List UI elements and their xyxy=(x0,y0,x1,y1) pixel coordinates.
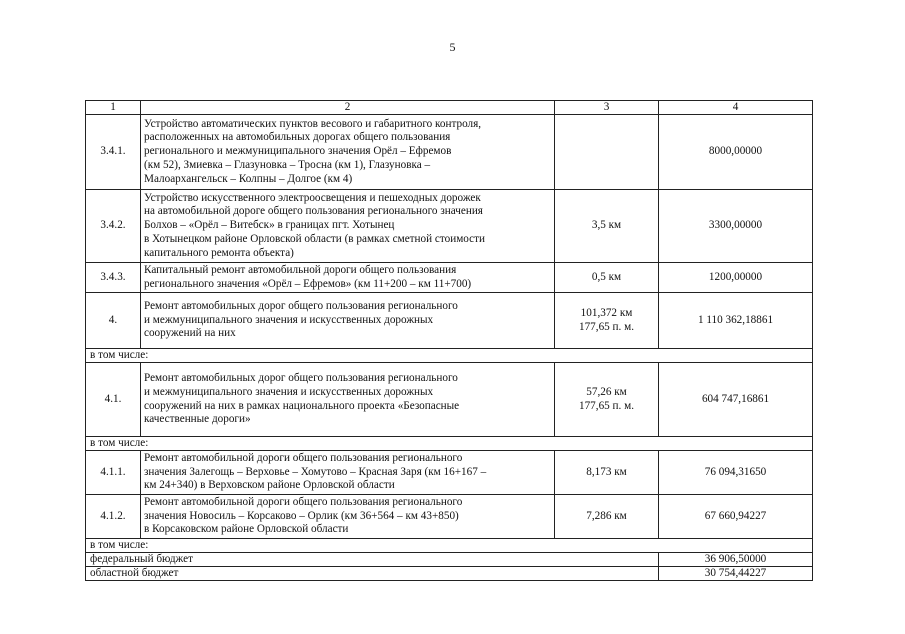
header-cell-3: 3 xyxy=(555,101,659,115)
table-row xyxy=(86,263,813,293)
description-line: Ремонт автомобильной дороги общего пользования регионального xyxy=(144,495,463,508)
subsection-row xyxy=(86,437,813,451)
description-line: значения Новосиль – Корсаково – Орлик (км 36+564 – км 43+850) xyxy=(144,509,459,522)
quantity-line: 57,26 км xyxy=(586,385,627,398)
description-line: Ремонт автомобильной дороги общего пользования регионального xyxy=(144,451,463,464)
description-line: в Хотынецком районе Орловской области (в рамках сметной стоимости xyxy=(144,232,485,245)
quantity-line: 8,173 км xyxy=(586,465,627,478)
subsection-row xyxy=(86,349,813,363)
description-line: значения Залегощь – Верховье – Хомутово – Красная Заря (км 16+167 – xyxy=(144,465,487,478)
budget-amount: 30 754,44227 xyxy=(659,567,813,581)
header-cell-1: 1 xyxy=(86,101,141,115)
description-line: Устройство искусственного электроосвещения и пешеходных дорожек xyxy=(144,191,481,204)
quantity-line: 0,5 км xyxy=(591,270,622,283)
row-quantity xyxy=(555,115,659,190)
table-row xyxy=(86,293,813,349)
budget-total-row xyxy=(86,553,813,567)
budget-amount: 36 906,50000 xyxy=(659,553,813,567)
row-quantity xyxy=(555,451,659,495)
row-number: 4.1.2. xyxy=(86,495,141,539)
table-row xyxy=(86,190,813,263)
description-line: сооружений на них в рамках национального проекта «Безопасные xyxy=(144,399,460,412)
description-line: в Корсаковском районе Орловской области xyxy=(144,523,349,536)
table-row xyxy=(86,451,813,495)
quantity-line: 3,5 км xyxy=(591,219,622,232)
table-row xyxy=(86,495,813,539)
row-description xyxy=(141,293,555,349)
row-number: 3.4.1. xyxy=(86,115,141,190)
header-cell-4: 4 xyxy=(659,101,813,115)
description-line: Малоархангельск – Колпны – Долгое (км 4) xyxy=(144,172,353,185)
description-line: регионального и межмуниципального значения Орёл – Ефремов xyxy=(144,145,452,158)
row-number: 3.4.2. xyxy=(86,190,141,263)
description-line: (км 52), Змиевка – Глазуновка – Тросна (км 1), Глазуновка – xyxy=(144,158,431,171)
table-row xyxy=(86,363,813,437)
description-line: и межмуниципального значения и искусственных дорожных xyxy=(144,313,434,326)
row-quantity xyxy=(555,190,659,263)
quantity-line: 7,286 км xyxy=(586,509,627,522)
description-line: регионального значения «Орёл – Ефремов» (км 11+200 – км 11+700) xyxy=(144,277,472,290)
subsection-label: в том числе: xyxy=(86,437,813,451)
table-row xyxy=(86,115,813,190)
budget-label: федеральный бюджет xyxy=(86,553,659,567)
quantity-line: 177,65 п. м. xyxy=(578,320,635,333)
row-amount: 76 094,31650 xyxy=(659,451,813,495)
subsection-row xyxy=(86,539,813,553)
description-line: Ремонт автомобильных дорог общего пользования регионального xyxy=(144,372,458,385)
row-amount: 604 747,16861 xyxy=(659,363,813,437)
description-line: капитального ремонта объекта) xyxy=(144,246,294,259)
row-quantity xyxy=(555,293,659,349)
row-amount: 1200,00000 xyxy=(659,263,813,293)
row-quantity xyxy=(555,263,659,293)
page-number: 5 xyxy=(449,40,456,54)
description-line: расположенных на автомобильных дорогах общего пользования xyxy=(144,131,451,144)
row-description xyxy=(141,495,555,539)
description-line: Устройство автоматических пунктов весового и габаритного контроля, xyxy=(144,117,482,130)
budget-total-row xyxy=(86,567,813,581)
quantity-line: 101,372 км xyxy=(580,306,633,319)
table-header-row xyxy=(86,101,813,115)
description-line: и межмуниципального значения и искусственных дорожных xyxy=(144,385,434,398)
row-description xyxy=(141,451,555,495)
row-amount: 3300,00000 xyxy=(659,190,813,263)
quantity-line: 177,65 п. м. xyxy=(578,399,635,412)
budget-label: областной бюджет xyxy=(86,567,659,581)
row-amount: 8000,00000 xyxy=(659,115,813,190)
description-line: качественные дороги» xyxy=(144,413,251,426)
row-number: 4. xyxy=(86,293,141,349)
subsection-label: в том числе: xyxy=(86,349,813,363)
row-number: 4.1. xyxy=(86,363,141,437)
description-line: км 24+340) в Верховском районе Орловской области xyxy=(144,479,395,492)
row-description xyxy=(141,263,555,293)
row-description xyxy=(141,115,555,190)
row-quantity xyxy=(555,495,659,539)
subsection-label: в том числе: xyxy=(86,539,813,553)
budget-table xyxy=(85,100,813,581)
description-line: Болхов – «Орёл – Витебск» в границах пгт. Хотынец xyxy=(144,219,395,232)
row-description xyxy=(141,363,555,437)
row-number: 4.1.1. xyxy=(86,451,141,495)
description-line: сооружений на них xyxy=(144,327,236,340)
row-amount: 67 660,94227 xyxy=(659,495,813,539)
row-number: 3.4.3. xyxy=(86,263,141,293)
description-line: Капитальный ремонт автомобильной дороги общего пользования xyxy=(144,263,457,276)
description-line: на автомобильной дороге общего пользования регионального значения xyxy=(144,205,483,218)
row-quantity xyxy=(555,363,659,437)
description-line: Ремонт автомобильных дорог общего пользования регионального xyxy=(144,299,458,312)
row-description xyxy=(141,190,555,263)
header-cell-2: 2 xyxy=(141,101,555,115)
row-amount: 1 110 362,18861 xyxy=(659,293,813,349)
